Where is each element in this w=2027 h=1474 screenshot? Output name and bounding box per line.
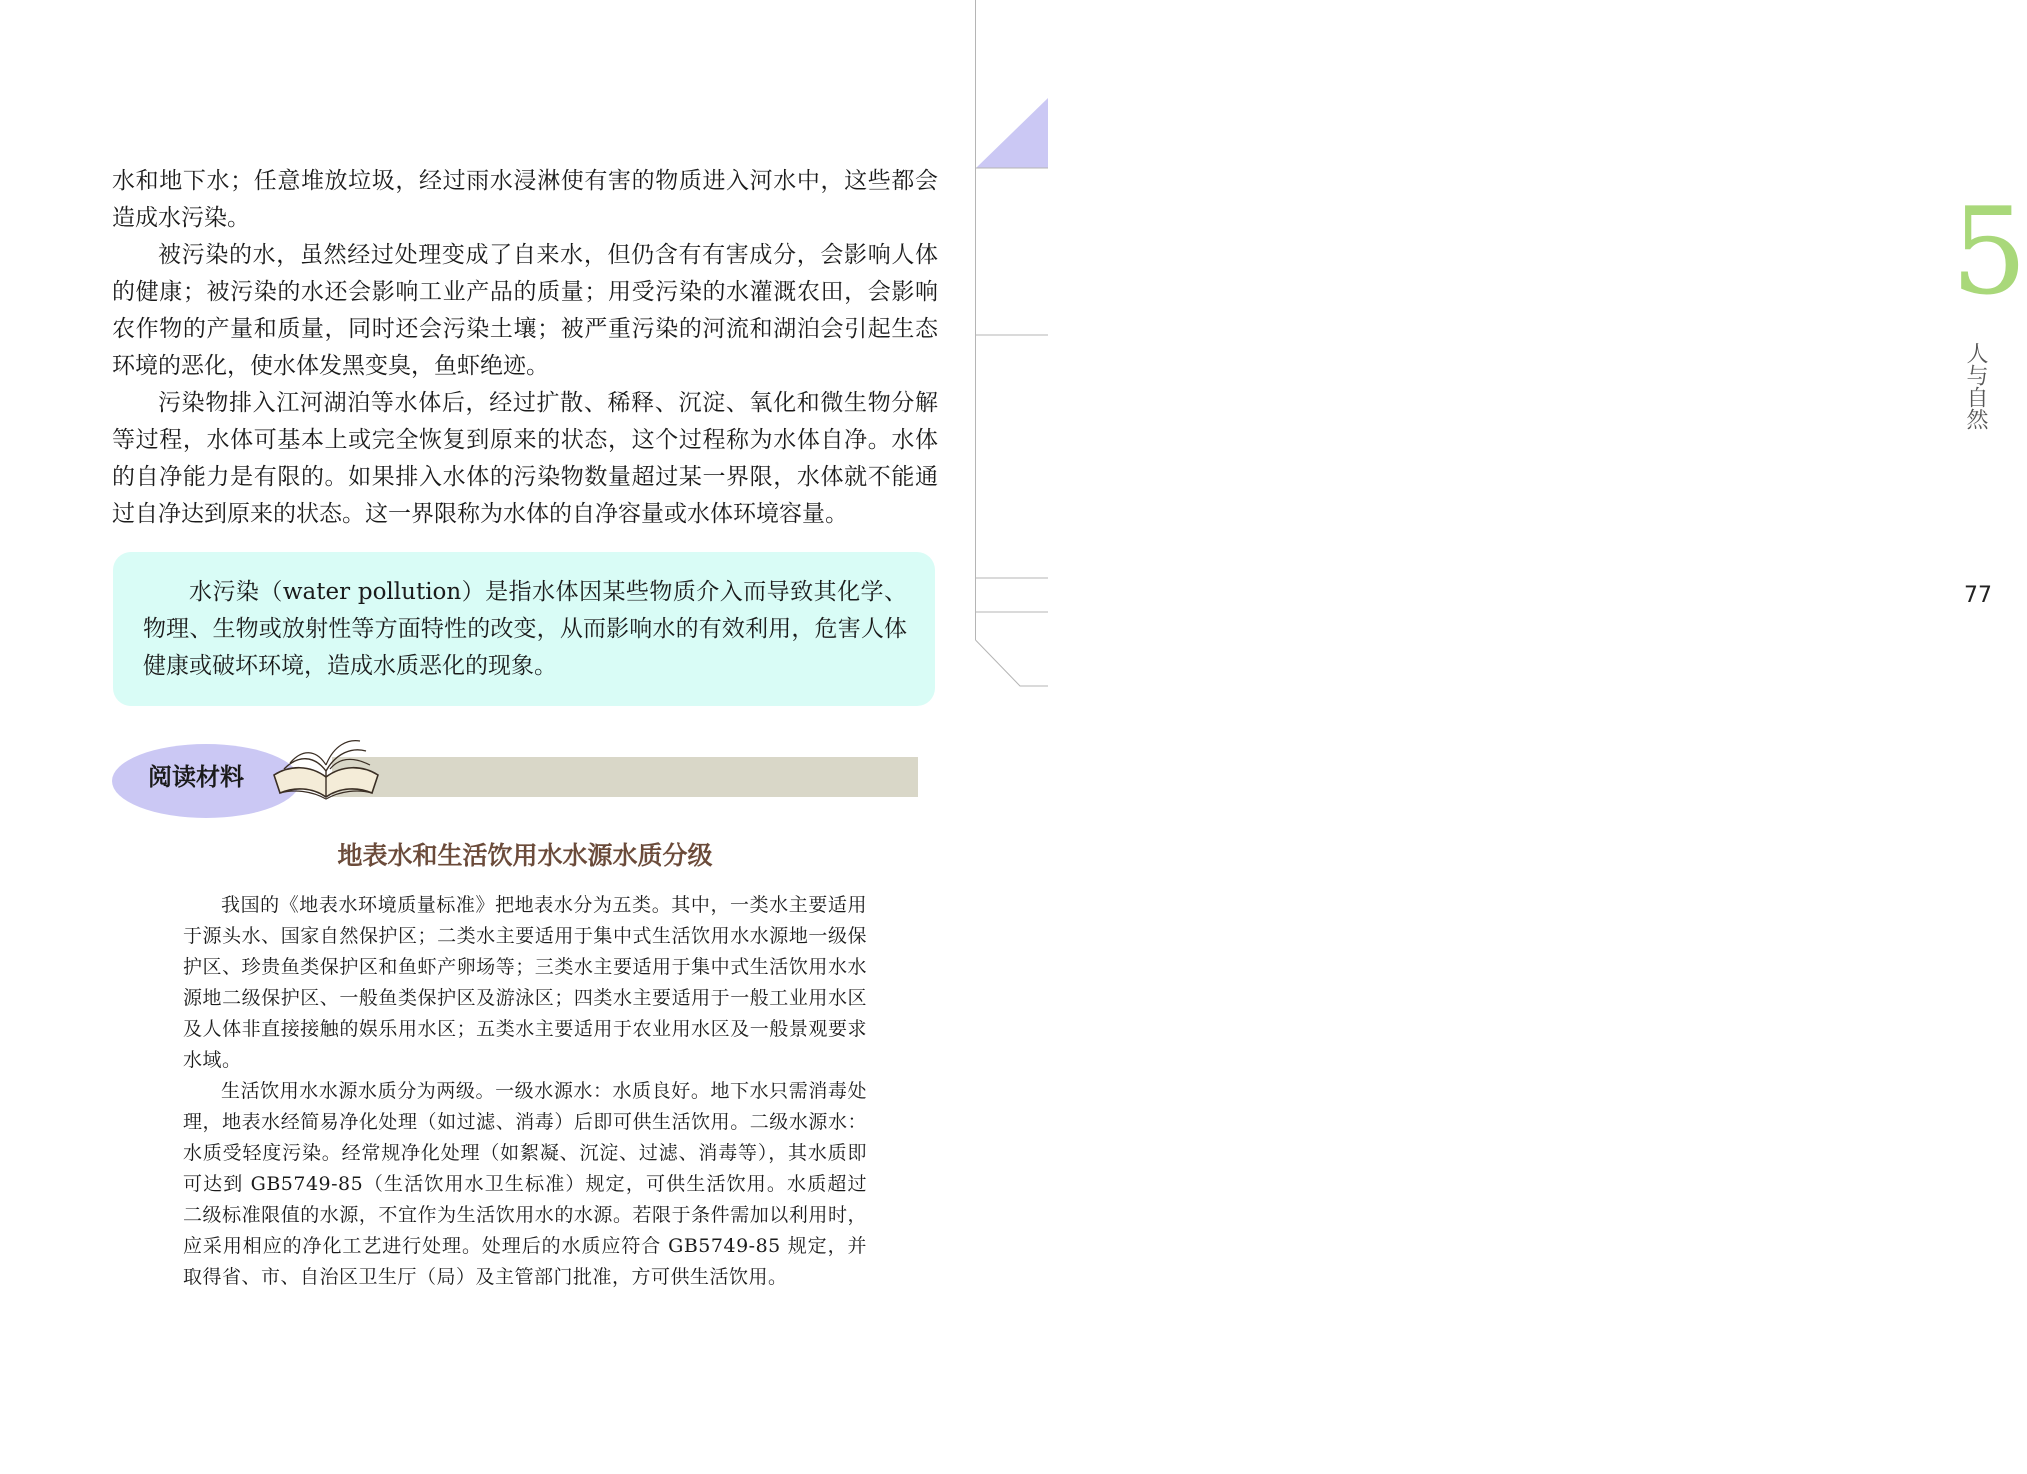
reading-material-label: 阅读材料 [148, 763, 244, 791]
body-paragraph: 被污染的水，虽然经过处理变成了自来水，但仍含有有害成分，会影响人体的健康；被污染的水还会影响工业产品的质量；用受污染的水灌溉农田，会影响农作物的产量和质量，同时还会污染土壤；被严重污染的河流和湖泊会引起生态环境的恶化，使水体发黑变臭，鱼虾绝迹。 [112, 242, 938, 379]
reading-body-text [183, 890, 867, 1293]
banner-bar [332, 757, 918, 797]
chapter-sidebar [975, 0, 2027, 1474]
reading-material-banner [112, 735, 920, 815]
reading-title: 地表水和生活饮用水水源水质分级 [337, 841, 713, 870]
definition-box [113, 552, 935, 706]
reading-paragraph: 我国的《地表水环境质量标准》把地表水分为五类。其中，一类水主要适用于源头水、国家自然保护区；二类水主要适用于集中式生活饮用水水源地一级保护区、珍贵鱼类保护区和鱼虾产卵场等；三类水主要适用于集中式生活饮用水水源地二级保护区、一般鱼类保护区及游泳区；四类水主要适用于一般工业用水区及人体非直接接触的娱乐用水区；五类水主要适用于农业用水区及一般景观要求水域。 [183, 894, 867, 1071]
main-body-text [112, 163, 938, 533]
body-paragraph: 水和地下水；任意堆放垃圾，经过雨水浸淋使有害的物质进入河水中，这些都会造成水污染。 [112, 168, 938, 231]
sidebar-accent-triangle [976, 98, 1048, 168]
chapter-number: 5 [1951, 183, 2027, 322]
sidebar-frame [975, 0, 1048, 1474]
definition-text: 水污染（water pollution）是指水体因某些物质介入而导致其化学、物理、生物或放射性等方面特性的改变，从而影响水的有效利用，危害人体健康或破坏环境，造成水质恶化的现象。 [143, 579, 907, 679]
chapter-title: 人与自然 [1963, 342, 1988, 430]
reading-paragraph: 生活饮用水水源水质分为两级。一级水源水：水质良好。地下水只需消毒处理，地表水经简易净化处理（如过滤、消毒）后即可供生活饮用。二级水源水：水质受轻度污染。经常规净化处理（如絮凝、沉淀、过滤、消毒等），其水质即可达到 GB5749-85（生活饮用水卫生标准）规定，可供生活饮用。水质超过二级标准限值的水源，不宜作为生活饮用水的水源。若限于条件需加以利用时，应采用相应的净化工艺进行处理。处理后的水质应符合 GB5749-85 规定，并取得省、市、自治区卫生厅（局）及主管部门批准，方可供生活饮用。 [183, 1080, 867, 1288]
open-book-icon [270, 735, 382, 805]
body-paragraph: 污染物排入江河湖泊等水体后，经过扩散、稀释、沉淀、氧化和微生物分解等过程，水体可基本上或完全恢复到原来的状态，这个过程称为水体自净。水体的自净能力是有限的。如果排入水体的污染物数量超过某一界限，水体就不能通过自净达到原来的状态。这一界限称为水体的自净容量或水体环境容量。 [112, 390, 938, 527]
page-number: 77 [1964, 583, 1992, 608]
